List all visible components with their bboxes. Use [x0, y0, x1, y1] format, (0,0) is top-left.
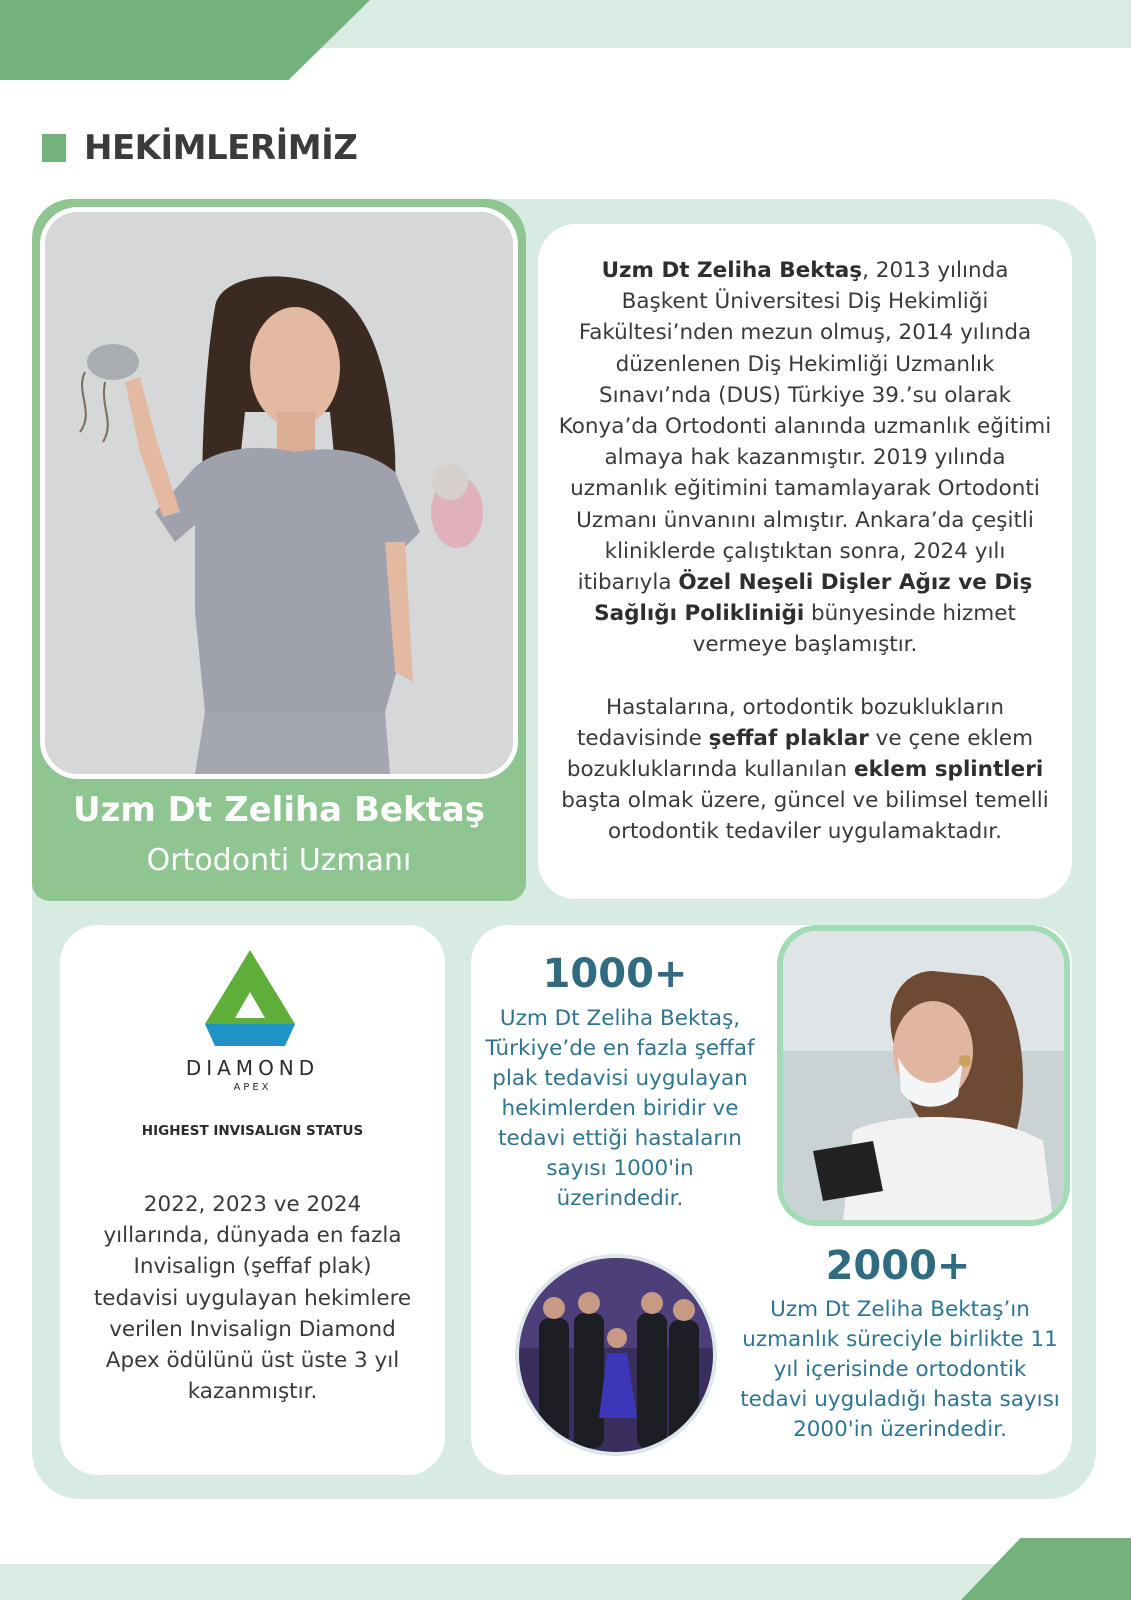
diamond-apex-logo-icon: [205, 950, 295, 1046]
page-title: HEKİMLERİMİZ: [84, 128, 358, 168]
award-ceremony-photo: [515, 1254, 717, 1456]
bio-highlight: şeffaf plaklar: [708, 725, 869, 751]
header-green-tab: [0, 0, 370, 80]
logo-status: HIGHEST INVISALIGN STATUS: [141, 1123, 364, 1139]
bio-paragraph-1: [556, 255, 1054, 661]
bio-card: [538, 224, 1072, 899]
bio-text: başta olmak üzere, güncel ve bilimsel temelli ortodontik tedaviler uygulamaktadır.: [561, 788, 1049, 845]
bio-text: Hastalarına, ortodontik bozuklukların tedavisinde: [576, 694, 1005, 751]
bio-doctor-name: Uzm Dt Zeliha Bektaş: [601, 258, 863, 283]
award-description: 2022, 2023 ve 2024 yıllarında, dünyada en fazla Invisalign (şeffaf plak) tedavisi uygulayan hekimlere verilen Invisalign Diamond Apex ödülünü üst üste 3 yıl kazanmıştır.: [93, 1192, 412, 1405]
doctor-name: Uzm Dt Zeliha Bektaş: [72, 790, 485, 830]
stat-number: 2000+: [825, 1243, 971, 1289]
title-square-icon: [42, 134, 66, 162]
stat-number: 1000+: [542, 951, 688, 997]
stat-description: Uzm Dt Zeliha Bektaş, Türkiye’de en fazla şeffaf plak tedavisi uygulayan hekimlerden biridir ve tedavi ettiği hastaların sayısı 1000'in üzerindedir.: [485, 1006, 755, 1211]
bio-paragraph-2: [556, 692, 1054, 848]
bio-text: , 2013 yılında Başkent Üniversitesi Diş Hekimliği Fakültesi’nden mezun olmuş, 2014 yılında düzenlenen Diş Hekimliği Uzmanlık Sınavı’nda (DUS) Türkiye 39.’su olarak Konya’da Ortodonti alanında uzmanlık eğitimi almaya hak kazanmıştır. 2019 yılında uzmanlık eğitimini tamamlayarak Ortodonti Uzmanı ünvanını almıştır. Ankara’da çeşitli kliniklerde çalıştıktan sonra, 2024 yılı itibarıyla: [558, 258, 1052, 596]
stat-description: Uzm Dt Zeliha Bektaş’ın uzmanlık süreciyle birlikte 11 yıl içerisinde ortodontik tedavi uyguladığı hasta sayısı 2000'in üzerindedir.: [740, 1297, 1060, 1442]
bio-text: bünyesinde hizmet vermeye başlamıştır.: [692, 601, 1016, 658]
bio-highlight: eklem splintleri: [854, 757, 1044, 783]
doctor-working-photo: [777, 925, 1070, 1226]
logo-wordmark: DIAMOND: [185, 1056, 320, 1080]
section-title: [42, 128, 357, 168]
doctor-title: Ortodonti Uzmanı: [146, 843, 412, 878]
bio-clinic-name: Özel Neşeli Dişler Ağız ve Diş Sağlığı Polikliniği: [594, 570, 1033, 627]
logo-subtitle: APEX: [233, 1082, 272, 1093]
bio-text: ve çene eklem bozukluklarında kullanılan: [566, 725, 1034, 783]
footer-band: [0, 1564, 1131, 1600]
doctor-portrait-photo: [40, 207, 518, 779]
